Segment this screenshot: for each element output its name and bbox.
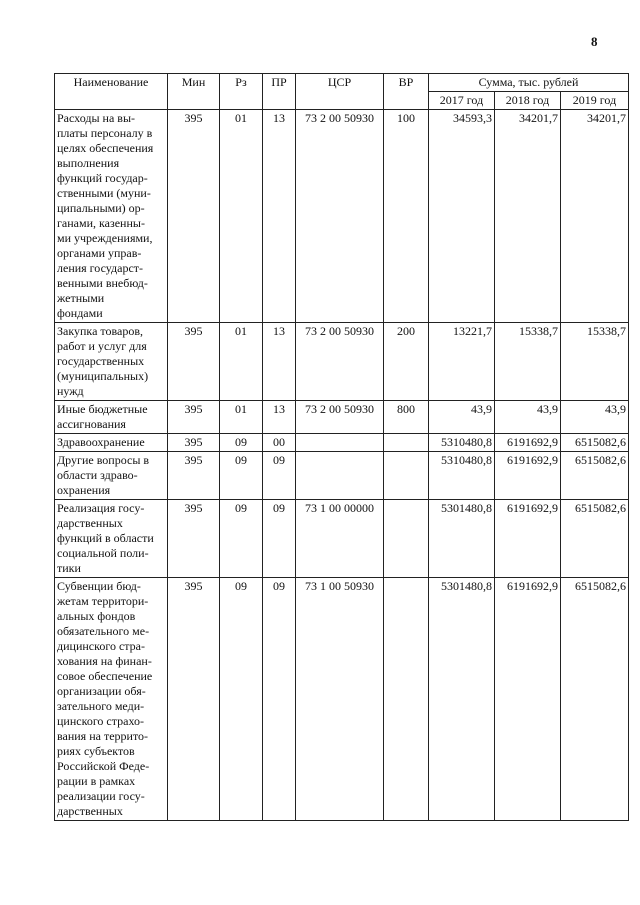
row-pr: 09 — [263, 500, 296, 578]
row-min: 395 — [168, 323, 220, 401]
row-csr: 73 2 00 50930 — [296, 401, 384, 434]
row-pr: 13 — [263, 401, 296, 434]
row-vr: 100 — [384, 110, 429, 323]
row-value-2017: 5301480,8 — [429, 578, 495, 821]
row-value-2019: 34201,7 — [561, 110, 629, 323]
row-pr: 13 — [263, 323, 296, 401]
row-name: Другие вопросы в области здраво- охранения — [55, 452, 168, 500]
row-csr: 73 2 00 50930 — [296, 110, 384, 323]
row-pr: 00 — [263, 434, 296, 452]
row-rz: 09 — [220, 434, 263, 452]
row-csr: 73 1 00 50930 — [296, 578, 384, 821]
row-value-2019: 6515082,6 — [561, 452, 629, 500]
row-min: 395 — [168, 401, 220, 434]
table-body — [55, 110, 629, 821]
row-csr: 73 2 00 50930 — [296, 323, 384, 401]
row-value-2017: 5310480,8 — [429, 452, 495, 500]
table-row — [55, 110, 629, 323]
row-vr — [384, 578, 429, 821]
row-value-2017: 34593,3 — [429, 110, 495, 323]
header-name: Наименование — [55, 74, 168, 110]
row-vr — [384, 434, 429, 452]
header-rz: Рз — [220, 74, 263, 110]
header-year-2017: 2017 год — [429, 92, 495, 110]
table-row — [55, 452, 629, 500]
row-name: Здравоохранение — [55, 434, 168, 452]
table-row — [55, 434, 629, 452]
row-value-2019: 15338,7 — [561, 323, 629, 401]
row-vr: 200 — [384, 323, 429, 401]
row-value-2019: 6515082,6 — [561, 578, 629, 821]
header-min: Мин — [168, 74, 220, 110]
table-row — [55, 578, 629, 821]
table-row — [55, 500, 629, 578]
budget-table — [54, 73, 629, 821]
row-rz: 01 — [220, 401, 263, 434]
header-vr: ВР — [384, 74, 429, 110]
row-pr: 09 — [263, 578, 296, 821]
row-value-2019: 6515082,6 — [561, 500, 629, 578]
row-value-2019: 43,9 — [561, 401, 629, 434]
table-row — [55, 323, 629, 401]
header-csr: ЦСР — [296, 74, 384, 110]
row-name: Расходы на вы- платы персоналу в целях обеспечения выполнения функций государ- ственными (муни- ципальными) ор- ганами, казенны- ми учреждениями, органами управ- ления государст- венными внебюд- жетными фондами — [55, 110, 168, 323]
row-name: Закупка товаров, работ и услуг для государственных (муниципальных) нужд — [55, 323, 168, 401]
page-number: 8 — [591, 34, 598, 49]
row-min: 395 — [168, 434, 220, 452]
row-vr: 800 — [384, 401, 429, 434]
header-year-2018: 2018 год — [495, 92, 561, 110]
row-value-2018: 6191692,9 — [495, 434, 561, 452]
row-value-2017: 5310480,8 — [429, 434, 495, 452]
row-rz: 09 — [220, 452, 263, 500]
row-csr: 73 1 00 00000 — [296, 500, 384, 578]
row-vr — [384, 500, 429, 578]
row-rz: 01 — [220, 110, 263, 323]
row-value-2017: 5301480,8 — [429, 500, 495, 578]
row-value-2018: 6191692,9 — [495, 500, 561, 578]
row-min: 395 — [168, 452, 220, 500]
row-value-2018: 6191692,9 — [495, 452, 561, 500]
row-rz: 09 — [220, 500, 263, 578]
header-year-2019: 2019 год — [561, 92, 629, 110]
row-value-2018: 6191692,9 — [495, 578, 561, 821]
row-name: Субвенции бюд- жетам территори- альных фондов обязательного ме- дицинского стра- хования на финан- совое обеспечение организации обя- зательного меди- цинского страхо- вания на террито- риях субъектов Российской Феде- рации в рамках реализации госу- дарственных — [55, 578, 168, 821]
row-value-2018: 15338,7 — [495, 323, 561, 401]
row-min: 395 — [168, 578, 220, 821]
row-value-2018: 43,9 — [495, 401, 561, 434]
row-name: Реализация госу- дарственных функций в области социальной поли- тики — [55, 500, 168, 578]
row-value-2018: 34201,7 — [495, 110, 561, 323]
row-value-2019: 6515082,6 — [561, 434, 629, 452]
row-rz: 09 — [220, 578, 263, 821]
row-value-2017: 43,9 — [429, 401, 495, 434]
row-pr: 13 — [263, 110, 296, 323]
row-vr — [384, 452, 429, 500]
header-pr: ПР — [263, 74, 296, 110]
row-pr: 09 — [263, 452, 296, 500]
row-csr — [296, 452, 384, 500]
table-header — [55, 74, 629, 110]
row-rz: 01 — [220, 323, 263, 401]
header-sum: Сумма, тыс. рублей — [429, 74, 629, 92]
row-value-2017: 13221,7 — [429, 323, 495, 401]
row-csr — [296, 434, 384, 452]
table-row — [55, 401, 629, 434]
row-min: 395 — [168, 500, 220, 578]
row-name: Иные бюджетные ассигнования — [55, 401, 168, 434]
row-min: 395 — [168, 110, 220, 323]
